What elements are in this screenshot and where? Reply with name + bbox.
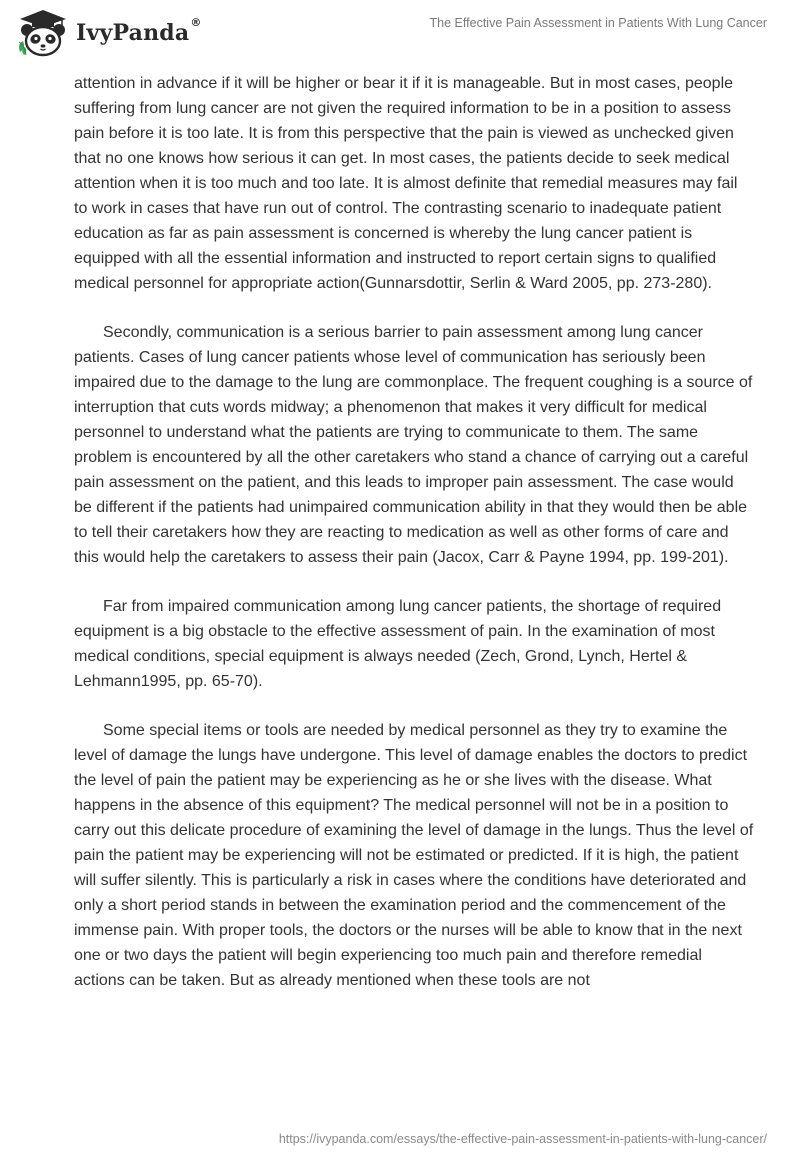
document-title: The Effective Pain Assessment in Patients With Lung Cancer [429, 16, 767, 30]
source-url[interactable]: https://ivypanda.com/essays/the-effective-pain-assessment-in-patients-with-lung-cancer/ [278, 1132, 767, 1146]
page-header [0, 0, 800, 66]
essay-body [74, 71, 754, 1017]
panda-graduate-icon [14, 8, 72, 58]
paragraph-4: Some special items or tools are needed by medical personnel as they try to examine the level of damage the lungs have undergone. This level of damage enables the doctors to predict the level of pain the patient may be experiencing as he or she lives with the disease. What happens in the absence of this equipment? The medical personnel will not be in a position to carry out this delicate procedure of examining the level of damage in the lungs. Thus the level of pain the patient may be experiencing will not be estimated or predicted. If it is high, the patient will suffer silently. This is particularly a risk in cases where the conditions have deteriorated and only a short period stands in between the examination period and the commencement of the immense pain. With proper tools, the doctors or the nurses will be able to know that in the next one or two days the patient will begin experiencing too much pain and therefore remedial actions can be taken. But as already mentioned when these tools are not [74, 722, 754, 989]
paragraph-3: Far from impaired communication among lung cancer patients, the shortage of required equipment is a big obstacle to the effective assessment of pain. In the examination of most medical conditions, special equipment is always needed (Zech, Grond, Lynch, Hertel & Lehmann1995, pp. 65-70). [74, 598, 722, 690]
paragraph-1: attention in advance if it will be higher or bear it if it is manageable. But in most cases, people suffering from lung cancer are not given the required information to be in a position to assess pain before it is too late. It is from this perspective that the pain is viewed as unchecked given that no one knows how serious it can get. In most cases, the patients decide to seek medical attention when it is too much and too late. It is almost definite that remedial measures may fail to work in cases that have run out of control. The contrasting scenario to inadequate patient education as far as pain assessment is concerned is whereby the lung cancer patient is equipped with all the essential information and instructed to report certain signs to qualified medical personnel for appropriate action(Gunnarsdottir, Serlin & Ward 2005, pp. 273-280). [74, 75, 738, 292]
brand-name [76, 16, 202, 46]
brand-name-text: IvyPanda [76, 20, 190, 46]
brand-registered-mark: ® [190, 16, 202, 29]
paragraph-2: Secondly, communication is a serious barrier to pain assessment among lung cancer patients. Cases of lung cancer patients whose level of communication has seriously been impaired due to the damage to the lung are commonplace. The frequent coughing is a source of interruption that cuts words midway; a phenomenon that makes it very difficult for medical personnel to understand what the patients are trying to communicate to them. The same problem is encountered by all the other caretakers who stand a chance of carrying out a careful pain assessment on the patient, and this leads to improper pain assessment. The case would be different if the patients had unimpaired communication ability in that they would then be able to tell their caretakers how they are reacting to medication as well as other forms of care and this would help the caretakers to assess their pain (Jacox, Carr & Payne 1994, pp. 199-201). [74, 324, 753, 566]
ivypanda-logo[interactable] [14, 8, 202, 58]
